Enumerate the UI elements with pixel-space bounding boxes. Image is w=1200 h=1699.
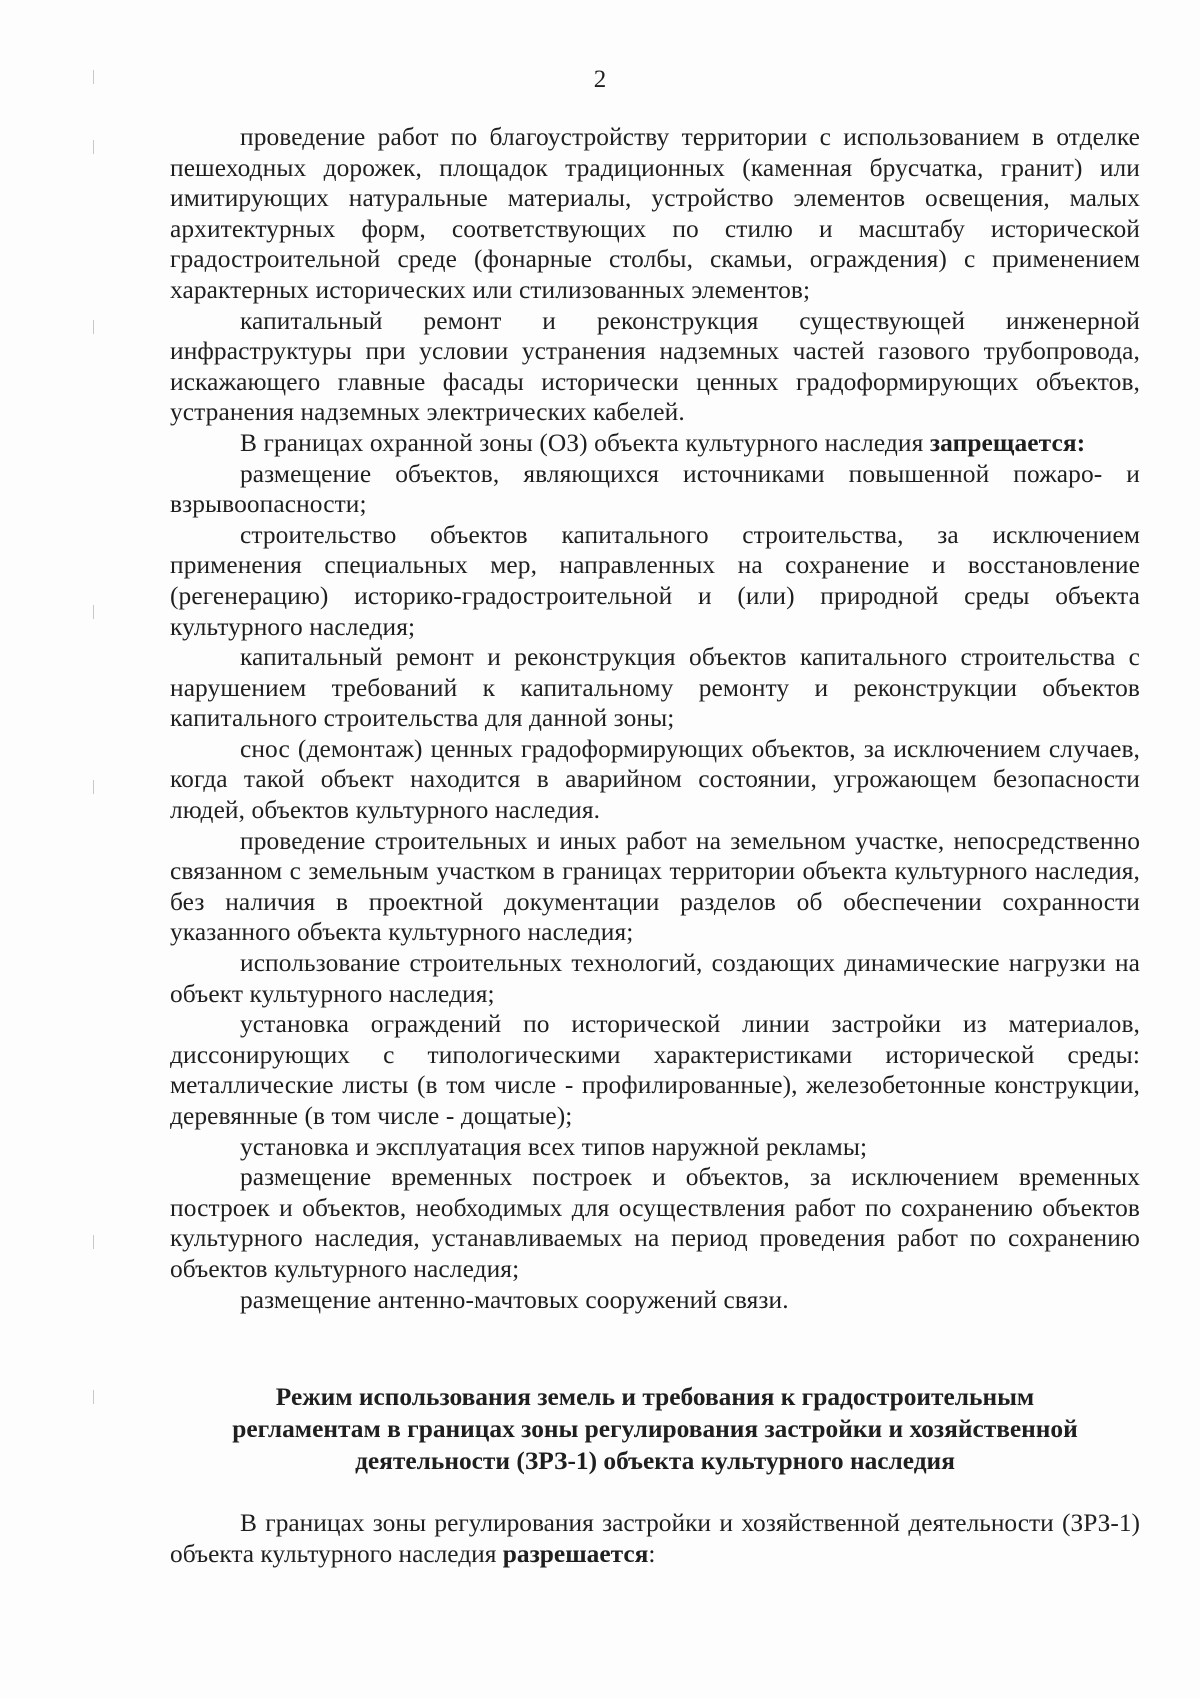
section-heading (170, 1381, 1140, 1477)
prohibition-intro (170, 428, 1140, 459)
scan-mark (93, 1235, 94, 1249)
page-number: 2 (593, 66, 607, 93)
prohibited-item: размещение антенно-мачтовых сооружений связи. (240, 1285, 789, 1314)
prohibited-item: проведение строительных и иных работ на земельном участке, непосредственно связанном с земельным участком в границах территории объекта культурного наследия, без наличия в проектной документации разделов об обеспечении сохранности указанного объекта культурного наследия; (170, 826, 1140, 947)
permission-keyword: разрешается (502, 1540, 649, 1568)
prohibited-item: установка ограждений по исторической линии застройки из материалов, диссонирующих с типологическими характеристиками исторической среды: металлические листы (в том числе - профилированные), железобетонные конструкции, деревянные (в том числе - дощатые); (170, 1010, 1140, 1130)
scan-mark (93, 780, 94, 794)
scan-mark (93, 140, 94, 154)
closing-line (170, 1508, 1140, 1570)
prohibited-item: использование строительных технологий, создающих динамические нагрузки на объект культурного наследия; (170, 949, 1140, 1008)
prohibited-item: снос (демонтаж) ценных градоформирующих объектов, за исключением случаев, когда такой объект находится в аварийном состоянии, угрожающем безопасности людей, объектов культурного наследия. (170, 734, 1140, 825)
prohibition-keyword: запрещается: (929, 428, 1086, 457)
scan-mark (93, 1390, 94, 1404)
section-heading-line: Режим использования земель и требования к градостроительным (275, 1383, 1035, 1411)
closing-tail: : (648, 1540, 656, 1568)
prohibited-item: размещение временных построек и объектов, за исключением временных построек и объектов, необходимых для осуществления работ по сохранению объектов культурного наследия, устанавливаемых на период проведения работ по сохранению объектов культурного наследия; (170, 1163, 1140, 1283)
prohibited-item: размещение объектов, являющихся источниками повышенной пожаро- и взрывоопасности; (170, 459, 1140, 519)
prohibited-item: установка и эксплуатация всех типов наружной рекламы; (240, 1132, 868, 1161)
paragraph: проведение работ по благоустройству территории с использованием в отделке пешеходных дорожек, площадок традиционных (каменная брусчатка, гранит) или имитирующих натуральные материалы, устройство элементов освещения, малых архитектурных форм, соответствующих по стилю и масштабу исторической градостроительной среде (фонарные столбы, скамьи, ограждения) с применением характерных исторических или стилизованных элементов; (170, 123, 1140, 304)
section-heading-line: регламентам в границах зоны регулирования застройки и хозяйственной (232, 1415, 1078, 1443)
section-heading-line: деятельности (ЗРЗ-1) объекта культурного наследия (355, 1447, 955, 1475)
prohibited-item: строительство объектов капитального строительства, за исключением применения специальных мер, направленных на сохранение и восстановление (регенерацию) историко-градостроительной и (или) природной среды объекта культурного наследия; (170, 520, 1140, 641)
closing-paragraph (170, 1508, 1140, 1570)
document-body (170, 122, 1140, 1315)
prohibited-item: капитальный ремонт и реконструкция объектов капитального строительства с нарушением требований к капитальному ремонту и реконструкции объектов капитального строительства для данной зоны; (170, 643, 1140, 733)
scan-mark (93, 320, 94, 334)
scan-mark (93, 605, 94, 619)
closing-text: В границах зоны регулирования застройки и хозяйственной деятельности (ЗРЗ-1) объекта культурного наследия (170, 1509, 1140, 1568)
paragraph: капитальный ремонт и реконструкция существующей инженерной инфраструктуры при условии устранения надземных частей газового трубопровода, искажающего главные фасады исторически ценных градоформирующих объектов, устранения надземных электрических кабелей. (170, 306, 1140, 427)
prohibition-intro-text: В границах охранной зоны (ОЗ) объекта культурного наследия (240, 428, 924, 457)
